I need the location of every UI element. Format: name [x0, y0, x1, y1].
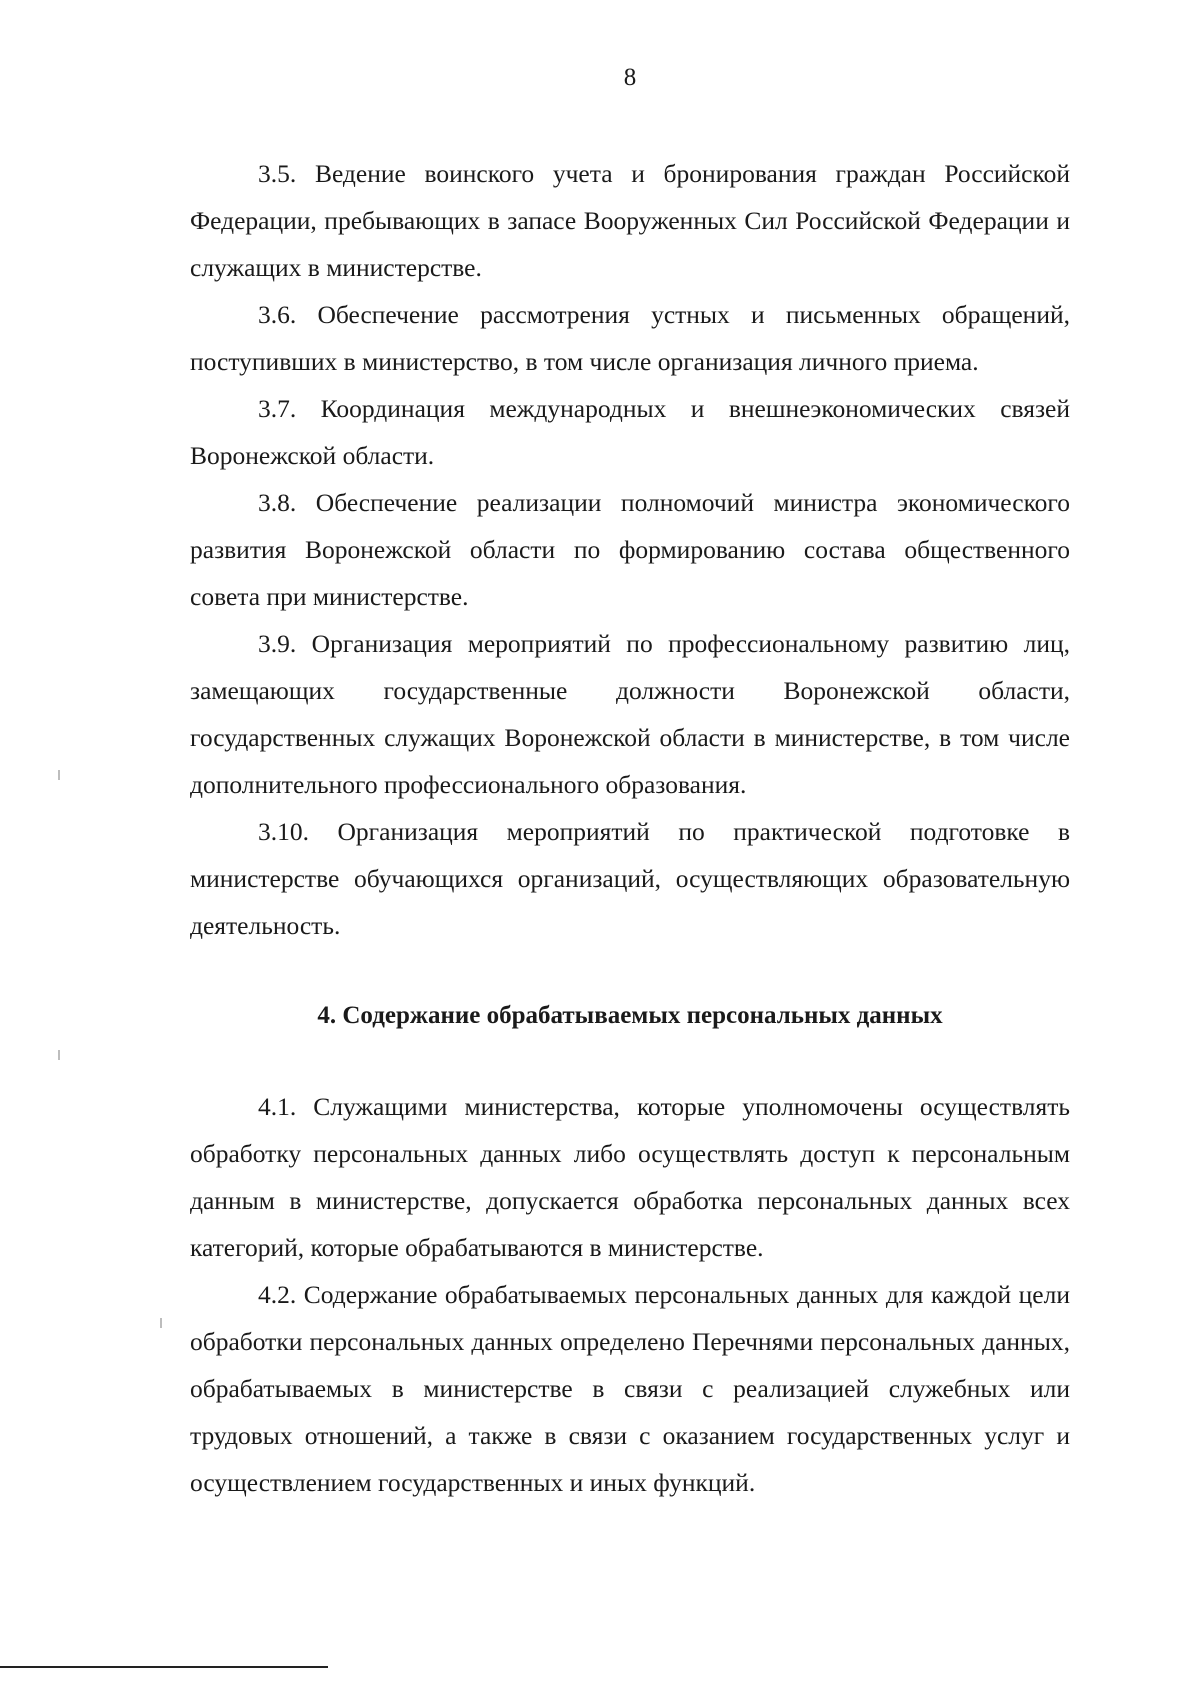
page-number: 8: [623, 64, 637, 91]
paragraph-3-8: 3.8. Обеспечение реализации полномочий министра экономического развития Воронежской области по формированию состава общественного совета при министерстве.: [190, 488, 1070, 611]
paragraph-3-5: 3.5. Ведение воинского учета и бронирования граждан Российской Федерации, пребывающих в запасе Вооруженных Сил Российской Федерации и служащих в министерстве.: [190, 159, 1070, 282]
document-body: [190, 150, 1070, 1506]
paragraph-3-6: 3.6. Обеспечение рассмотрения устных и письменных обращений, поступивших в министерство, в том числе организация личного приема.: [190, 300, 1070, 376]
section-heading-4: 4. Содержание обрабатываемых персональных данных: [317, 1002, 943, 1029]
paragraph-3-10: 3.10. Организация мероприятий по практической подготовке в министерстве обучающихся организаций, осуществляющих образовательную деятельность.: [190, 817, 1070, 940]
scan-mark: [58, 770, 60, 780]
scan-mark: [58, 1050, 60, 1060]
paragraph-3-9: 3.9. Организация мероприятий по профессиональному развитию лиц, замещающих государственные должности Воронежской области, государственных служащих Воронежской области в министерстве, в том числе дополнительного профессионального образования.: [190, 629, 1070, 799]
paragraph-4-2: 4.2. Содержание обрабатываемых персональных данных для каждой цели обработки персональных данных определено Перечнями персональных данных, обрабатываемых в министерстве в связи с реализацией служебных или трудовых отношений, а также в связи с оказанием государственных услуг и осуществлением государственных и иных функций.: [190, 1280, 1070, 1497]
paragraph-3-7: 3.7. Координация международных и внешнеэкономических связей Воронежской области.: [190, 394, 1070, 470]
paragraph-4-1: 4.1. Служащими министерства, которые уполномочены осуществлять обработку персональных данных либо осуществлять доступ к персональным данным в министерстве, допускается обработка персональных данных всех категорий, которые обрабатываются в министерстве.: [190, 1092, 1070, 1262]
scan-mark: [160, 1318, 162, 1328]
footnote-separator-line: [0, 1666, 328, 1668]
